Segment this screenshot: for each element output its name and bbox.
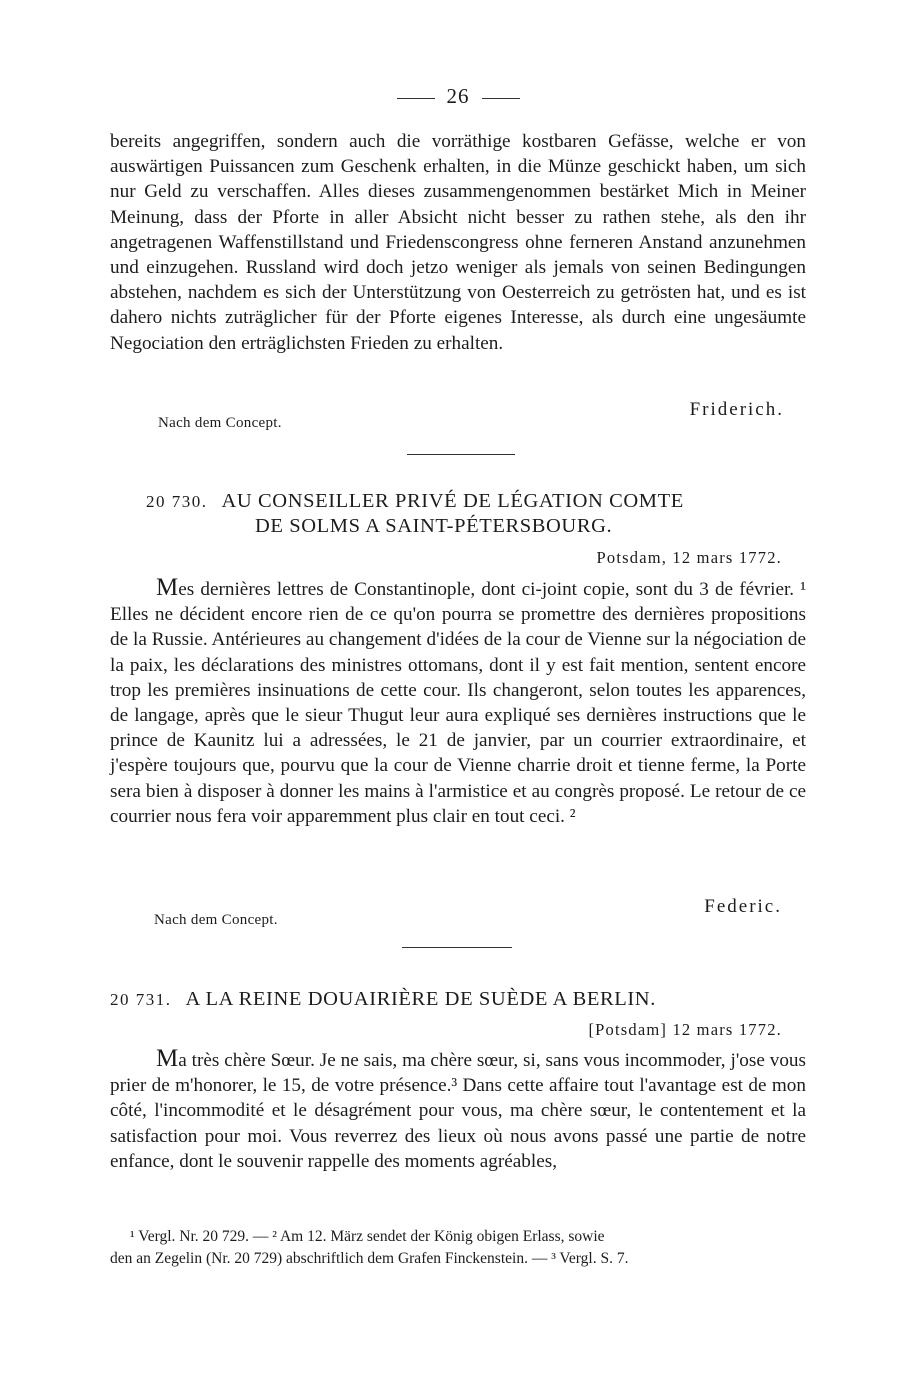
letter-number: 20 731.	[110, 990, 172, 1009]
heading-line-1: AU CONSEILLER PRIVÉ DE LÉGATION COMTE	[221, 490, 684, 512]
section-divider-1	[407, 454, 515, 455]
letter-20731-heading	[110, 987, 806, 1012]
letter-20730-body	[110, 575, 806, 829]
letter-20730-heading-cont	[255, 514, 805, 539]
heading-line-2: DE SOLMS A SAINT-PÉTERSBOURG.	[255, 515, 613, 537]
footnotes	[110, 1226, 806, 1270]
signature-friderich: Friderich.	[689, 399, 784, 420]
header-dash-left	[397, 98, 435, 99]
place-date-20731: [Potsdam] 12 mars 1772.	[588, 1020, 782, 1039]
letter-20730-heading	[146, 489, 806, 514]
footnote-line-1: ¹ Vergl. Nr. 20 729. — ² Am 12. März sendet der König obigen Erlass, sowie	[130, 1228, 605, 1245]
dropcap: M	[156, 574, 179, 601]
document-page	[110, 0, 806, 1392]
continuation-paragraph: bereits angegriffen, sondern auch die vorräthige kostbaren Gefässe, welche er von auswärtigen Puissancen zum Geschenk erhalten, in die Münze geschickt haben, um sich nur Geld zu verschaffen. Alles dieses zusammengenommen bestärket Mich in Meiner Meinung, dass der Pforte in aller Absicht nicht besser zu rathen stehe, als den ihr angetragenen Waffenstillstand und Friedenscongress ohne ferneren Anstand anzunehmen und einzugehen. Russland wird doch jetzo weniger als jemals von seinen Bedingungen abstehen, nachdem es sich der Unterstützung von Oesterreich zu getrösten hat, und es ist dahero nichts zuträglicher für der Pforte eigenes Interesse, als durch eine ungesäumte Negociation den erträglichsten Frieden zu erhalten.	[110, 131, 806, 354]
letter-body-text: es dernières lettres de Constantinople, dont ci-joint copie, sont du 3 de février. ¹ Elles ne décident encore rien de ce qu'on pourra se promettre des dernières propositions de la Russie. Antérieures au changement d'idées de la cour de Vienne sur la négociation de la paix, les déclarations des ministres ottomans, dont il y est fait mention, sentent encore trop les premières insinuations de cette cour. Ils changeront, selon toutes les apparences, de langage, après que le sieur Thugut leur aura expliqué ses dernières instructions que le prince de Kaunitz lui a adressées, le 21 de janvier, par un courrier extraordinaire, et j'espère toujours que, pourvu que la cour de Vienne charrie droit et tienne ferme, la Porte sera bien à disposer à donner les mains à l'armistice et au congrès proposé. Le retour de ce courrier nous fera voir apparemment plus clair en tout ceci. ²	[110, 579, 806, 827]
place-date-20730: Potsdam, 12 mars 1772.	[596, 548, 782, 567]
source-note-2: Nach dem Concept.	[154, 912, 278, 928]
section-divider-2	[402, 947, 512, 948]
dropcap: M	[156, 1045, 179, 1072]
source-note-1: Nach dem Concept.	[158, 415, 282, 431]
letter-number: 20 730.	[146, 492, 208, 511]
page-number: 26	[446, 84, 470, 108]
heading-line: A LA REINE DOUAIRIÈRE DE SUÈDE A BERLIN.	[185, 988, 656, 1010]
letter-body-text: a très chère Sœur. Je ne sais, ma chère sœur, si, sans vous incommoder, j'ose vous prier de m'honorer, le 15, de votre présence.³ Dans cette affaire tout l'avantage est de mon côté, l'incommodité et le désagrément pour vous, ma chère sœur, le contentement et la satisfaction pour moi. Vous reverrez des lieux où nous avons passé une partie de notre enfance, dont le souvenir rappelle des moments agréables,	[110, 1050, 806, 1172]
header-dash-right	[482, 98, 520, 99]
page-header	[110, 84, 806, 109]
footnote-line-2: den an Zegelin (Nr. 20 729) abschriftlich dem Grafen Finckenstein. — ³ Vergl. S. 7.	[110, 1250, 629, 1267]
letter-20731-body	[110, 1046, 806, 1174]
signature-federic: Federic.	[704, 896, 782, 917]
